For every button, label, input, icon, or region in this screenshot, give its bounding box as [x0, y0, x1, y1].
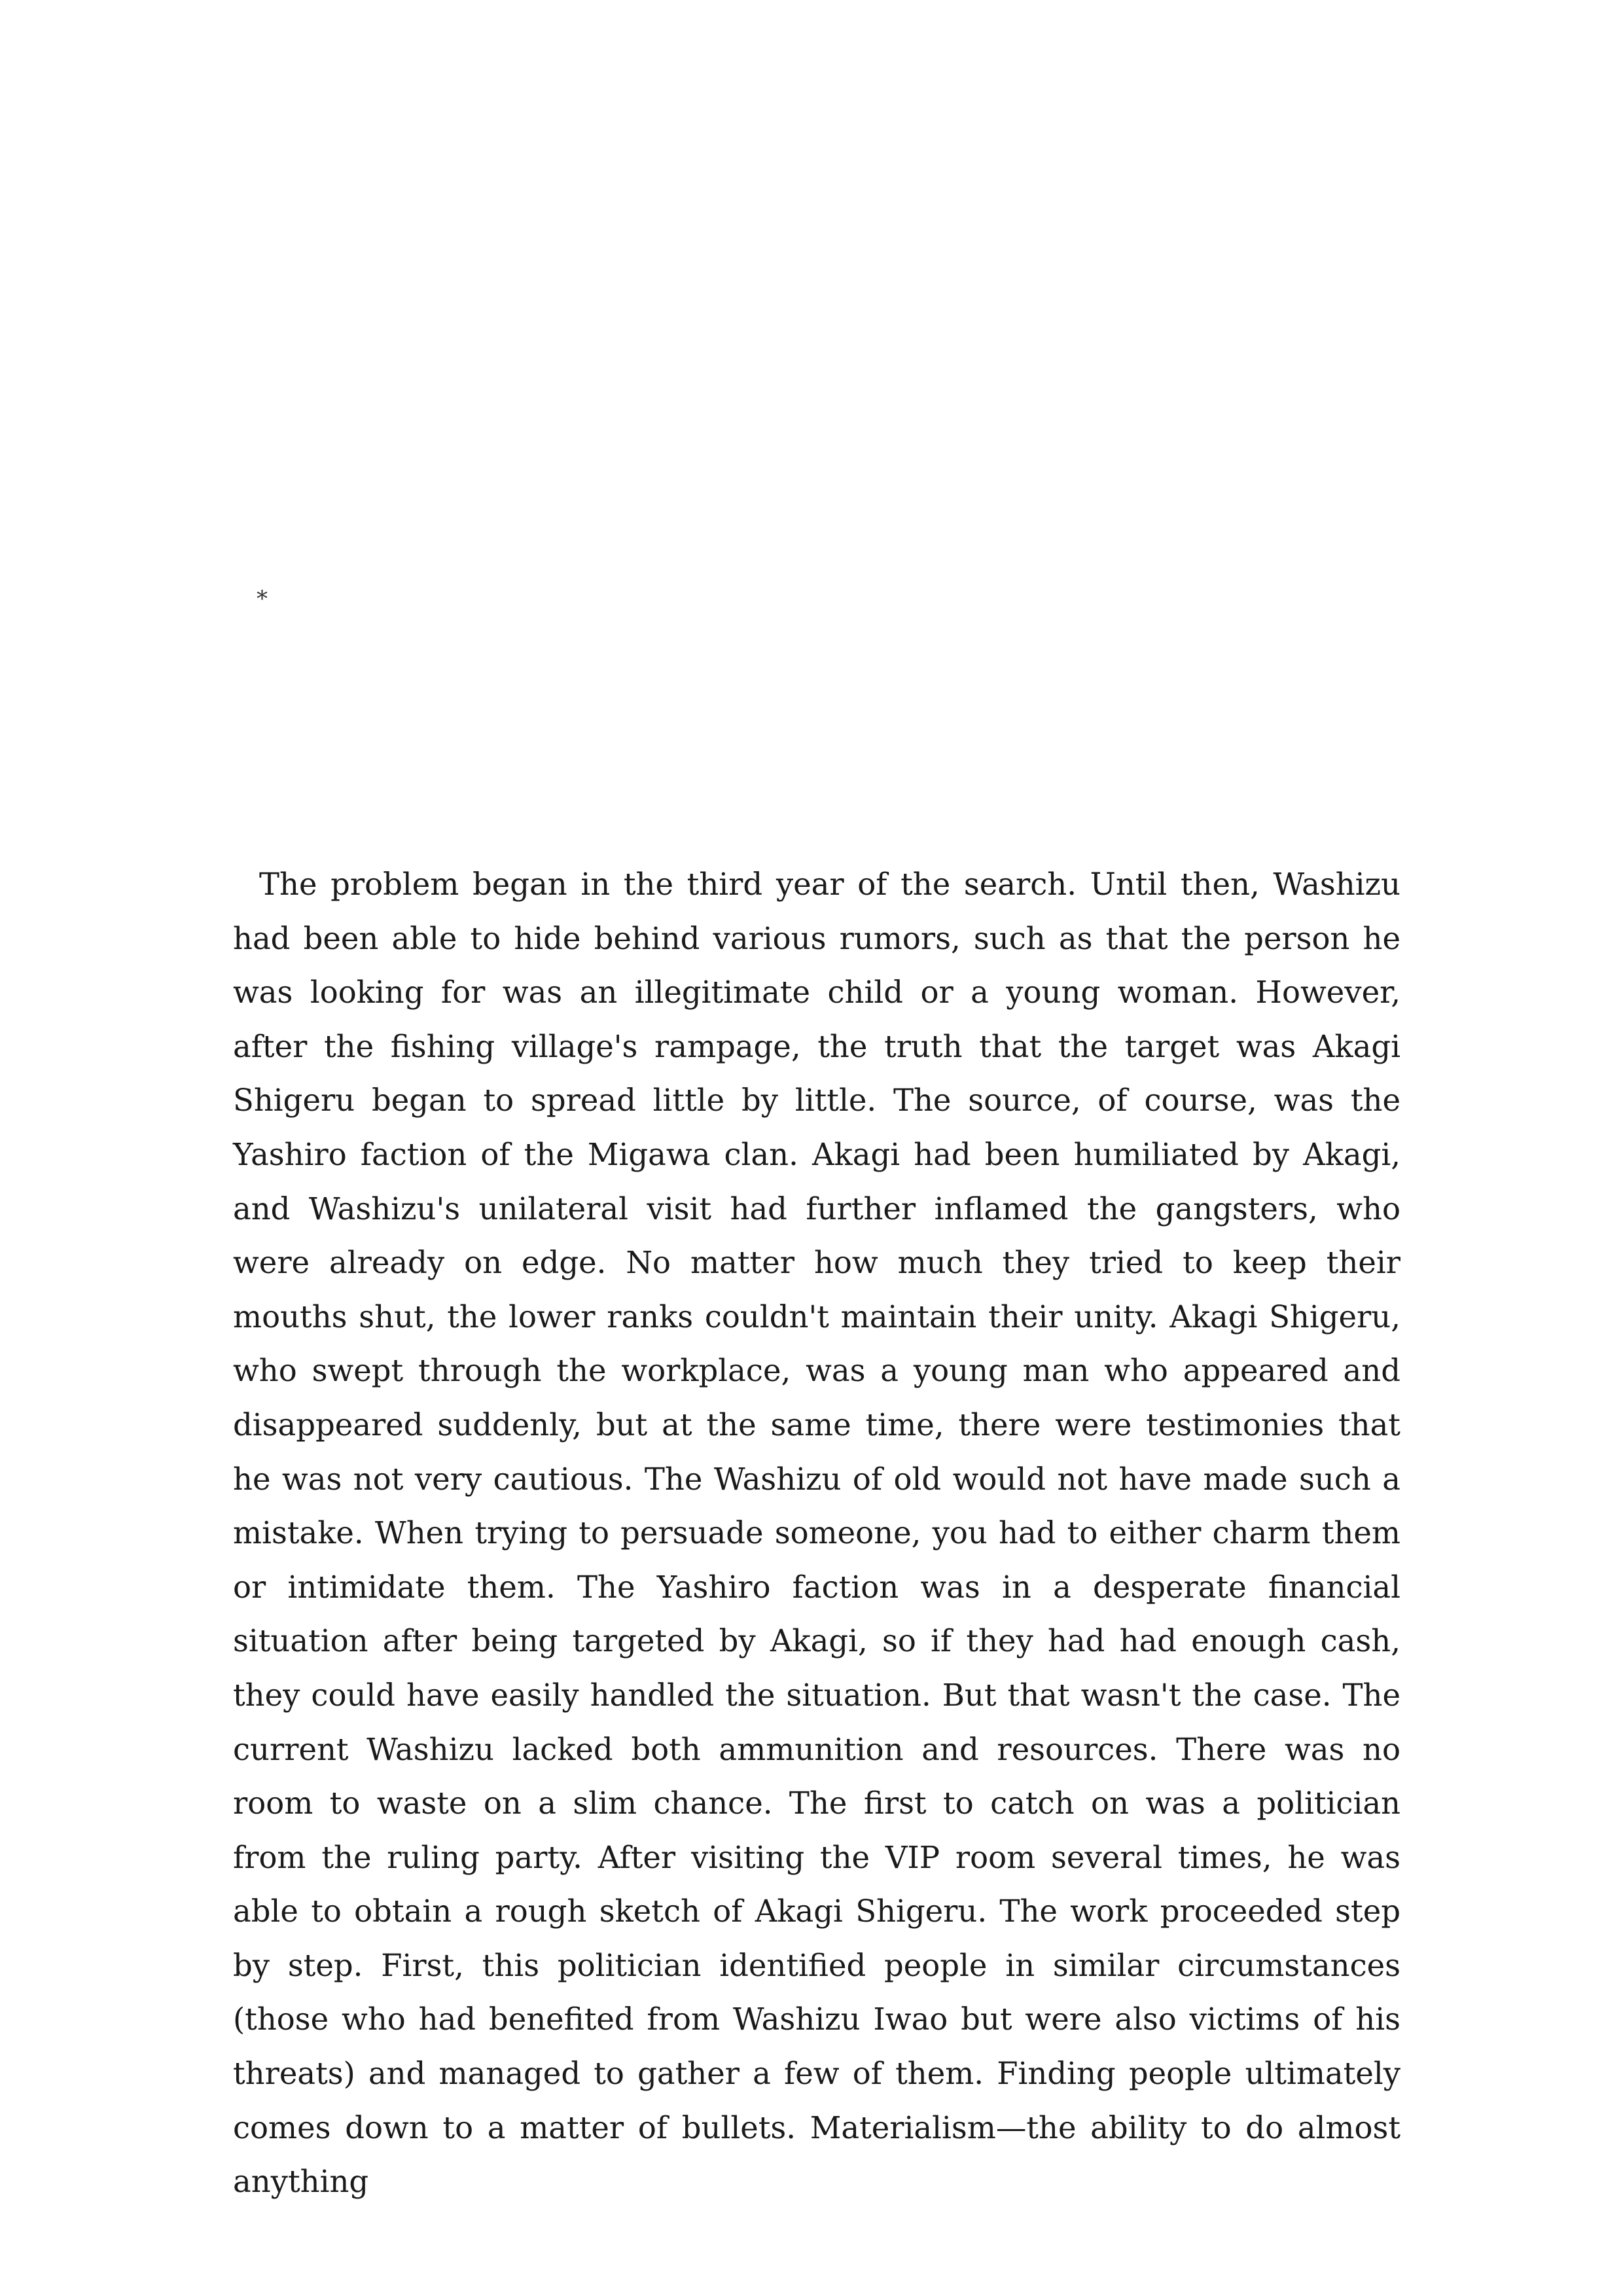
section-break-asterisk: * [257, 586, 268, 612]
body-paragraph: The problem began in the third year of the search. Until then, Washizu had been able to hide behind various rumors, such as that the person he was looking for was an illegitimate child or a young woman. However, after the fishing village's rampage, the truth that the target was Akagi Shigeru began to spread little by little. The source, of course, was the Yashiro faction of the Migawa clan. Akagi had been humiliated by Akagi, and Washizu's unilateral visit had further inflamed the gangsters, who were already on edge. No matter how much they tried to keep their mouths shut, the lower ranks couldn't maintain their unity. Akagi Shigeru, who swept through the workplace, was a young man who appeared and disappeared suddenly, but at the same time, there were testimonies that he was not very cautious. The Washizu of old would not have made such a mistake. When trying to persuade someone, you had to either charm them or intimidate them. The Yashiro faction was in a desperate financial situation after being targeted by Akagi, so if they had had enough cash, they could have easily handled the situation. But that wasn't the case. The current Washizu lacked both ammunition and resources. There was no room to waste on a slim chance. The first to catch on was a politician from the ruling party. After visiting the VIP room several times, he was able to obtain a rough sketch of Akagi Shigeru. The work proceeded step by step. First, this politician identified people in similar circumstances (those who had benefited from Washizu Iwao but were also victims of his threats) and managed to gather a few of them. Finding people ultimately comes down to a matter of bullets. Materialism—the ability to do almost anything [233, 867, 1400, 2200]
